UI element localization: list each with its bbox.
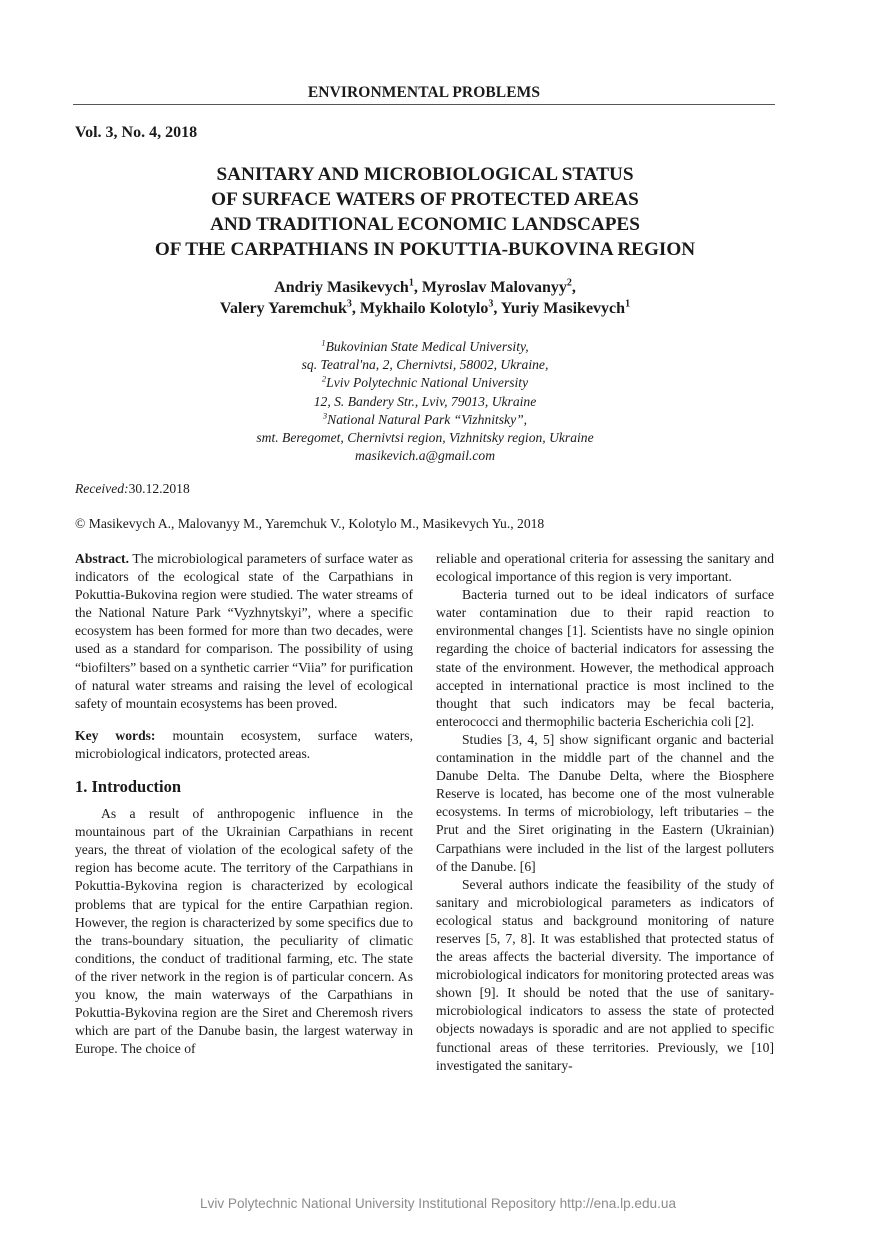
left-column — [75, 550, 413, 1058]
paragraph: As a result of anthropogenic influence in the mountainous part of the Ukrainian Carpathians in recent years, the threat of violation of the ecological safety of the region has become acute. The territory of the Carpathians in Pokuttia-Bykovina region is characterized by ecological problems that are typical for the entire Carpathian region. However, the region is characterized by some specifics due to the trans-boundary situation, the peculiarity of climatic conditions, the conduct of traditional farming, etc. The state of the river network in the region is of particular concern. As you know, the main waterways of the Carpathians in Pokuttia-Bykovina region are the Siret and Cheremosh rivers which are part of the Danube basin, the largest waterway in Europe. The choice of — [75, 806, 413, 1057]
affiliation-address: 12, S. Bandery Str., Lviv, 79013, Ukraine — [313, 393, 537, 409]
running-head: ENVIRONMENTAL PROBLEMS — [307, 84, 541, 101]
contact-email[interactable]: masikevich.a@gmail.com — [354, 448, 496, 464]
affiliation-marker: 2 — [566, 277, 572, 289]
affiliation-number: 3 — [322, 410, 328, 421]
affiliation-marker: 3 — [488, 298, 494, 310]
volume-info: Vol. 3, No. 4, 2018 — [75, 124, 198, 141]
abstract-text: The microbiological parameters of surface water as indicators of the ecological state of the Carpathians in Pokuttia-Bukovina region were studied. The water streams of the National Nature Park “Vyzhnytskyi”, where a specific ecosystem has been formed for more than two decades, were used as a standard for comparison. The possibility of using “biofilters” based on a synthetic carrier “Viia” for purification of natural water streams and raising the level of ecological safety of mountain ecosystems has been proved. — [75, 551, 413, 711]
affiliation-name: Bukovinian State Medical University, — [325, 339, 529, 354]
author-name: Mykhailo Kolotylo — [359, 300, 489, 317]
affiliation-address: sq. Teatral'na, 2, Chernivtsi, 58002, Ukraine, — [301, 357, 549, 373]
title-line: OF SURFACE WATERS OF PROTECTED AREAS — [211, 189, 639, 210]
affiliation-number: 1 — [321, 337, 326, 348]
received-label: Received: — [75, 481, 129, 496]
copyright-notice: © Masikevych A., Malovanyy M., Yaremchuk V., Kolotylo M., Masikevych Yu., 2018 — [75, 516, 545, 531]
affiliation-number: 2 — [321, 373, 327, 384]
affiliation-marker: 3 — [346, 298, 352, 310]
right-column — [436, 550, 774, 1075]
received-date — [75, 481, 190, 497]
paragraph: Studies [3, 4, 5] show significant organic and bacterial contamination in the middle part of the channel and the Danube Delta. The Danube Delta, where the Biosphere Reserve is located, has become one of the most vulnerable ecosystems. In terms of microbiology, left tributaries – the Prut and the Siret originating in the Eastern (Ukrainian) Carpathians were included in the list of the largest polluters of the Danube. [6] — [436, 731, 774, 874]
paper-title — [60, 162, 790, 262]
author-name: Valery Yaremchuk — [219, 300, 347, 317]
affiliations — [60, 338, 790, 465]
author-list — [60, 277, 790, 319]
author-name: Andriy Masikevych — [274, 279, 409, 296]
paragraph: Several authors indicate the feasibility of the study of sanitary and microbiological parameters as indicators of ecological status and background monitoring of nature reserves [5, 7, 8]. It was established that protected status of the areas affects the bacterial diversity. The importance of microbiological indicators for monitoring protected areas was shown [9]. It should be noted that the use of sanitary-microbiological indicators to assess the state of protected objects nowadays is sporadic and are not applied to specific functional areas of these territories. Previously, we [10] investigated the sanitary- — [436, 876, 774, 1073]
keywords — [75, 727, 413, 763]
abstract — [75, 550, 413, 713]
author-name: Myroslav Malovanyy — [421, 279, 567, 296]
abstract-label: Abstract. — [75, 551, 129, 566]
section-heading-introduction: 1. Introduction — [75, 777, 182, 797]
separator: , — [493, 300, 501, 317]
affiliation-marker: 1 — [625, 298, 631, 310]
author-name: Yuriy Masikevych — [500, 300, 626, 317]
separator: , — [571, 279, 576, 296]
separator: , — [351, 300, 360, 317]
affiliation-address: smt. Beregomet, Chernivtsi region, Vizhnitsky region, Ukraine — [256, 430, 594, 446]
affiliation-name: Lviv Polytechnic National University — [326, 375, 529, 391]
title-line: SANITARY AND MICROBIOLOGICAL STATUS — [216, 164, 634, 185]
affiliation-name: National Natural Park “Vizhnitsky”, — [327, 411, 528, 427]
affiliation-marker: 1 — [408, 277, 414, 289]
title-line: OF THE CARPATHIANS IN POKUTTIA-BUKOVINA REGION — [154, 239, 696, 260]
paragraph: Bacteria turned out to be ideal indicators of surface water contamination due to their rapid reaction to environmental changes [1]. Scientists have no single opinion regarding the choice of bacterial indicators for assessing the state of the environment. However, the methodical approach accepted in international practice is most inclined to the thought that such indicators may be fecal bacteria, enterococci and thermophilic bacteria Escherichia coli [2]. — [436, 587, 774, 729]
repository-footer: Lviv Polytechnic National University Institutional Repository http://ena.lp.edu.ua — [199, 1196, 677, 1211]
keywords-text: mountain ecosystem, surface waters, microbiological indicators, protected areas. — [75, 727, 413, 761]
separator: , — [413, 279, 422, 296]
header-rule — [73, 104, 775, 105]
paragraph-continued: reliable and operational criteria for assessing the sanitary and ecological importance of this region is very important. — [436, 551, 774, 585]
title-line: AND TRADITIONAL ECONOMIC LANDSCAPES — [210, 214, 640, 235]
received-value: 30.12.2018 — [128, 481, 190, 496]
keywords-label: Key words: — [75, 727, 156, 743]
